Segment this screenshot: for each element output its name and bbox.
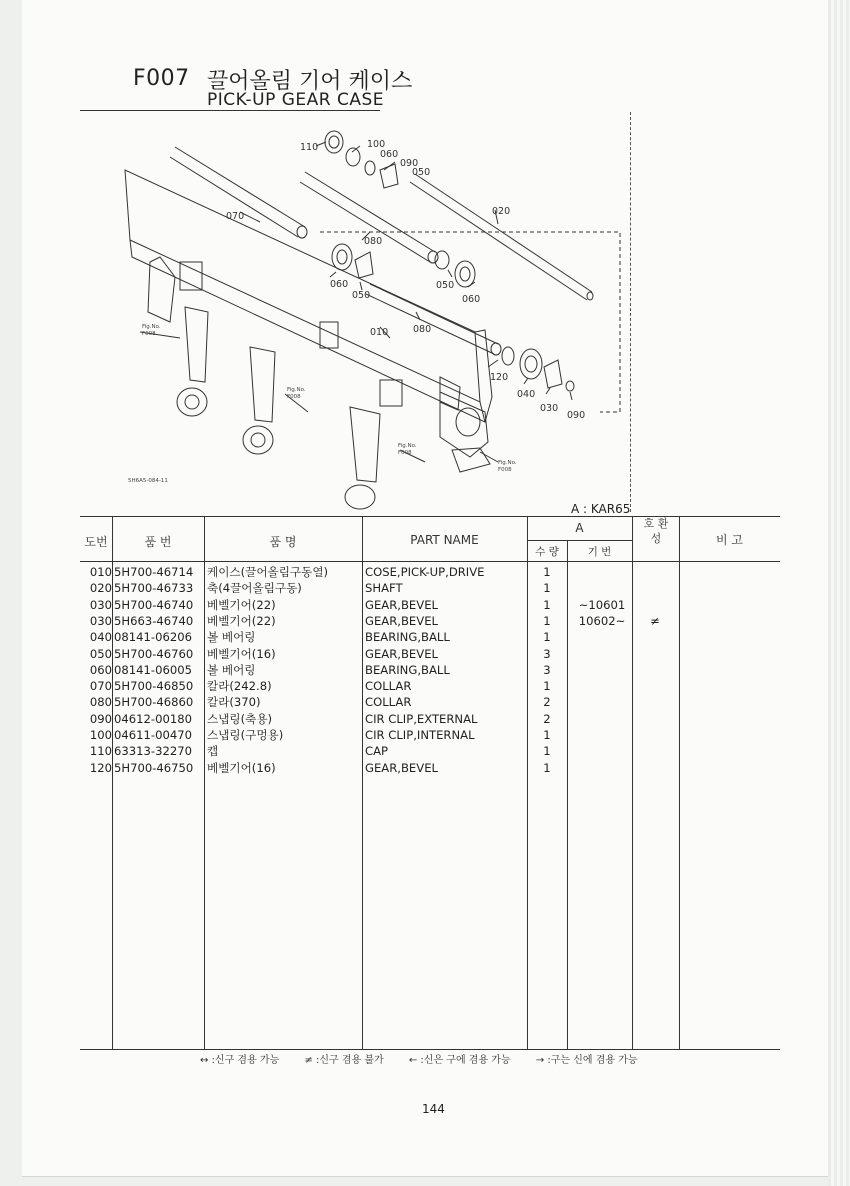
table-row <box>80 646 780 662</box>
page-title-english: PICK-UP GEAR CASE <box>207 90 385 110</box>
callout-060: 060 <box>462 294 481 305</box>
quantity: 1 <box>543 744 551 759</box>
part-name: COLLAR <box>365 679 412 694</box>
fig-ref-number: F008 <box>498 467 512 473</box>
part-number: 08141-06206 <box>114 630 192 645</box>
quantity: 1 <box>543 597 551 612</box>
image-code: 5H6A5-084-11 <box>128 478 168 484</box>
table-row <box>80 743 780 759</box>
fig-ref-label: Fig.No. <box>142 324 161 330</box>
section-code: F007 <box>133 66 190 91</box>
exploded-parts-diagram <box>80 112 628 512</box>
callout-060: 060 <box>330 279 349 290</box>
fig-ref-number: F008 <box>398 450 412 456</box>
korean-name: 케이스(끌어올림구동열) <box>207 565 329 579</box>
callout-040: 040 <box>517 389 536 400</box>
header-quantity: 수 량 <box>535 546 559 558</box>
table-row <box>80 694 780 710</box>
serial-range: ~10601 <box>578 597 626 612</box>
page-number: 144 <box>422 1102 445 1116</box>
part-number: 5H700-46760 <box>114 646 194 661</box>
part-number: 63313-32270 <box>114 744 192 759</box>
table-header-rule <box>80 561 780 562</box>
callout-120: 120 <box>490 372 509 383</box>
item-number: 100 <box>89 728 112 742</box>
item-number: 030 <box>89 613 112 628</box>
korean-name: 베벨기어(22) <box>207 597 276 612</box>
quantity: 1 <box>543 679 551 694</box>
part-number: 08141-06005 <box>114 662 192 677</box>
header-serial: 기 번 <box>587 546 612 558</box>
fig-ref-number: F008 <box>142 331 156 337</box>
part-name: GEAR,BEVEL <box>365 597 438 612</box>
callout-070: 070 <box>226 211 245 222</box>
part-number: 5H663-46740 <box>114 613 194 628</box>
table-row <box>80 727 780 743</box>
item-number: 080 <box>89 695 112 710</box>
part-name: CIR CLIP,INTERNAL <box>365 728 475 742</box>
part-number: 5H700-46750 <box>114 760 194 775</box>
item-number: 020 <box>89 581 112 596</box>
korean-name: 볼 베어링 <box>207 630 256 645</box>
part-name: GEAR,BEVEL <box>365 646 438 661</box>
part-number: 04612-00180 <box>114 711 192 726</box>
table-row <box>80 662 780 678</box>
header-group-a: A <box>575 521 584 535</box>
table-row <box>80 760 780 776</box>
header-item-no: 도번 <box>84 535 108 549</box>
item-number: 090 <box>89 711 112 726</box>
quantity: 2 <box>543 711 551 726</box>
part-number: 5H700-46714 <box>114 565 194 579</box>
part-number: 04611-00470 <box>114 728 192 742</box>
compatibility-legend <box>200 1051 660 1066</box>
part-name: COSE,PICK-UP,DRIVE <box>365 565 485 579</box>
part-name: GEAR,BEVEL <box>365 613 438 628</box>
item-number: 030 <box>89 597 112 612</box>
part-number: 5H700-46850 <box>114 679 194 694</box>
part-name: CIR CLIP,EXTERNAL <box>365 711 478 726</box>
legend-item: ← :신은 구에 겸용 가능 <box>408 1055 511 1066</box>
callout-060: 060 <box>380 149 399 160</box>
table-row <box>80 580 780 596</box>
callout-080: 080 <box>413 324 432 335</box>
korean-name: 베벨기어(22) <box>207 613 276 628</box>
korean-name: 축(4끌어올림구동) <box>207 581 302 596</box>
quantity: 1 <box>543 581 551 596</box>
callout-080: 080 <box>364 236 383 247</box>
callout-050: 050 <box>352 290 371 301</box>
quantity: 1 <box>543 630 551 645</box>
table-row <box>80 678 780 694</box>
fig-ref-number: F008 <box>287 394 301 400</box>
korean-name: 칼라(370) <box>207 695 261 710</box>
item-number: 040 <box>89 630 112 645</box>
part-name: COLLAR <box>365 695 412 710</box>
legend-item: ↔ :신구 겸용 가능 <box>200 1055 280 1066</box>
quantity: 1 <box>543 760 551 775</box>
quantity: 2 <box>543 695 551 710</box>
table-row <box>80 629 780 645</box>
fig-ref-label: Fig.No. <box>398 443 417 449</box>
part-name: SHAFT <box>365 581 403 596</box>
table-row <box>80 597 780 613</box>
item-number: 060 <box>89 662 112 677</box>
korean-name: 볼 베어링 <box>207 662 256 677</box>
callout-050: 050 <box>436 280 455 291</box>
callout-020: 020 <box>492 206 511 217</box>
header-part-name: PART NAME <box>410 533 479 547</box>
item-number: 010 <box>89 565 112 579</box>
callout-110: 110 <box>300 142 319 153</box>
page-title-korean: 끌어올림 기어 케이스 <box>207 69 413 94</box>
callout-030: 030 <box>540 403 559 414</box>
callout-010: 010 <box>370 327 389 338</box>
korean-name: 베벨기어(16) <box>207 646 276 661</box>
korean-name: 스냅링(구멍용) <box>207 728 284 742</box>
compatibility-mark: ≠ <box>650 613 660 628</box>
part-number: 5H700-46733 <box>114 581 194 596</box>
quantity: 1 <box>543 728 551 742</box>
callout-050: 050 <box>412 167 431 178</box>
part-name: BEARING,BALL <box>365 662 450 677</box>
legend-item: ≠ :신구 겸용 불가 <box>304 1055 384 1066</box>
title-underline <box>80 110 380 111</box>
item-number: 120 <box>89 760 112 775</box>
korean-name: 베벨기어(16) <box>207 760 276 775</box>
serial-range: 10602~ <box>578 613 626 628</box>
quantity: 1 <box>543 565 551 579</box>
part-name: GEAR,BEVEL <box>365 760 438 775</box>
legend-item: → :구는 신에 겸용 가능 <box>535 1055 638 1066</box>
item-number: 110 <box>89 744 112 759</box>
table-top-rule <box>80 516 780 517</box>
quantity: 1 <box>543 613 551 628</box>
header-compatibility: 호 환 성 <box>643 517 669 545</box>
callout-090: 090 <box>567 410 586 421</box>
fig-ref-label: Fig.No. <box>287 387 306 393</box>
part-name: CAP <box>365 744 389 759</box>
table-row <box>80 711 780 727</box>
part-name: BEARING,BALL <box>365 630 450 645</box>
korean-name: 캡 <box>207 744 219 759</box>
header-remarks: 비 고 <box>716 533 743 547</box>
table-row <box>80 613 780 629</box>
table-subheader-rule <box>527 540 632 541</box>
callout-090: 090 <box>400 158 419 169</box>
quantity: 3 <box>543 662 551 677</box>
item-number: 070 <box>89 679 112 694</box>
callout-100: 100 <box>367 139 386 150</box>
diagram-divider <box>630 112 631 512</box>
table-bottom-rule <box>80 1049 780 1050</box>
item-number: 050 <box>89 646 112 661</box>
model-label: A : KAR65 <box>571 502 631 516</box>
fig-ref-label: Fig.No. <box>498 460 517 466</box>
page-edge <box>828 0 850 1186</box>
part-number: 5H700-46740 <box>114 597 194 612</box>
header-korean-name: 품 명 <box>269 535 297 549</box>
part-number: 5H700-46860 <box>114 695 194 710</box>
header-part-number: 품 번 <box>144 535 172 549</box>
table-row <box>80 564 780 580</box>
korean-name: 스냅링(축용) <box>207 711 273 726</box>
korean-name: 칼라(242.8) <box>207 679 272 694</box>
quantity: 3 <box>543 646 551 661</box>
